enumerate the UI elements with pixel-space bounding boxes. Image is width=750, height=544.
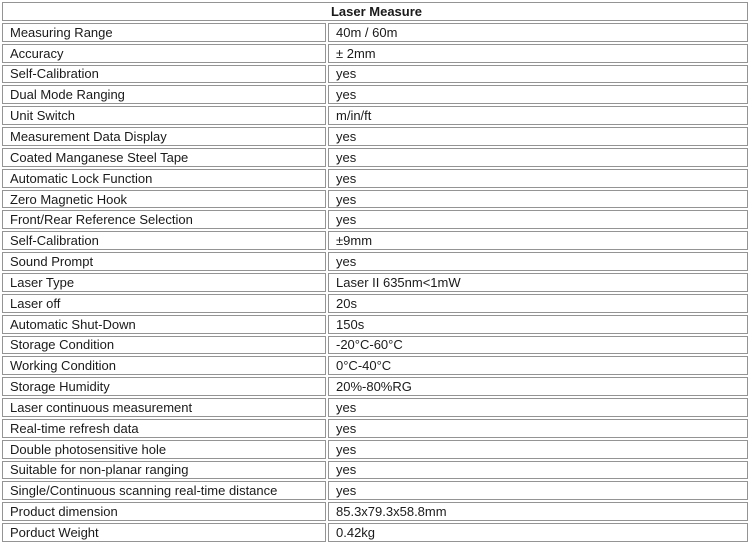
spec-label: Suitable for non-planar ranging bbox=[2, 461, 326, 480]
spec-value: -20°C-60°C bbox=[328, 336, 748, 355]
spec-value: yes bbox=[328, 65, 748, 84]
spec-label: Front/Rear Reference Selection bbox=[2, 210, 326, 229]
spec-value: yes bbox=[328, 481, 748, 500]
spec-row bbox=[2, 336, 748, 355]
spec-value: 0.42kg bbox=[328, 523, 748, 542]
spec-label: Product dimension bbox=[2, 502, 326, 521]
spec-label: Double photosensitive hole bbox=[2, 440, 326, 459]
spec-value: 40m / 60m bbox=[328, 23, 748, 42]
spec-row bbox=[2, 190, 748, 209]
spec-value: yes bbox=[328, 148, 748, 167]
spec-value: 150s bbox=[328, 315, 748, 334]
spec-value: yes bbox=[328, 419, 748, 438]
spec-label: Storage Humidity bbox=[2, 377, 326, 396]
spec-row bbox=[2, 85, 748, 104]
spec-row bbox=[2, 398, 748, 417]
table-title: Laser Measure bbox=[2, 2, 748, 21]
spec-value: yes bbox=[328, 85, 748, 104]
spec-row bbox=[2, 315, 748, 334]
spec-title-row bbox=[2, 2, 748, 21]
spec-value: yes bbox=[328, 169, 748, 188]
spec-label: Measurement Data Display bbox=[2, 127, 326, 146]
spec-row bbox=[2, 23, 748, 42]
spec-row bbox=[2, 65, 748, 84]
spec-label: Porduct Weight bbox=[2, 523, 326, 542]
spec-label: Single/Continuous scanning real-time distance bbox=[2, 481, 326, 500]
spec-value: Laser II 635nm<1mW bbox=[328, 273, 748, 292]
spec-value: yes bbox=[328, 252, 748, 271]
spec-row bbox=[2, 231, 748, 250]
spec-label: Dual Mode Ranging bbox=[2, 85, 326, 104]
spec-value: 20%-80%RG bbox=[328, 377, 748, 396]
spec-row bbox=[2, 377, 748, 396]
spec-row bbox=[2, 106, 748, 125]
spec-label: Coated Manganese Steel Tape bbox=[2, 148, 326, 167]
spec-value: 0°C-40°C bbox=[328, 356, 748, 375]
spec-label: Working Condition bbox=[2, 356, 326, 375]
spec-value: ± 2mm bbox=[328, 44, 748, 63]
spec-row bbox=[2, 294, 748, 313]
spec-label: Sound Prompt bbox=[2, 252, 326, 271]
spec-row bbox=[2, 169, 748, 188]
spec-row bbox=[2, 356, 748, 375]
spec-row bbox=[2, 210, 748, 229]
spec-row bbox=[2, 148, 748, 167]
spec-label: Storage Condition bbox=[2, 336, 326, 355]
spec-row bbox=[2, 44, 748, 63]
spec-row bbox=[2, 461, 748, 480]
spec-label: Laser continuous measurement bbox=[2, 398, 326, 417]
spec-row bbox=[2, 502, 748, 521]
spec-value: 20s bbox=[328, 294, 748, 313]
spec-row bbox=[2, 419, 748, 438]
spec-label: Real-time refresh data bbox=[2, 419, 326, 438]
spec-value: yes bbox=[328, 210, 748, 229]
spec-table-body bbox=[2, 2, 748, 542]
spec-value: yes bbox=[328, 461, 748, 480]
spec-value: yes bbox=[328, 398, 748, 417]
spec-label: Self-Calibration bbox=[2, 65, 326, 84]
spec-value: yes bbox=[328, 127, 748, 146]
spec-value: 85.3x79.3x58.8mm bbox=[328, 502, 748, 521]
spec-row bbox=[2, 127, 748, 146]
spec-value: ±9mm bbox=[328, 231, 748, 250]
spec-label: Laser off bbox=[2, 294, 326, 313]
spec-label: Zero Magnetic Hook bbox=[2, 190, 326, 209]
spec-label: Self-Calibration bbox=[2, 231, 326, 250]
spec-row bbox=[2, 523, 748, 542]
spec-row bbox=[2, 273, 748, 292]
spec-value: yes bbox=[328, 190, 748, 209]
spec-label: Accuracy bbox=[2, 44, 326, 63]
spec-label: Laser Type bbox=[2, 273, 326, 292]
spec-label: Unit Switch bbox=[2, 106, 326, 125]
spec-row bbox=[2, 440, 748, 459]
spec-value: yes bbox=[328, 440, 748, 459]
spec-row bbox=[2, 252, 748, 271]
spec-value: m/in/ft bbox=[328, 106, 748, 125]
spec-label: Automatic Shut-Down bbox=[2, 315, 326, 334]
spec-row bbox=[2, 481, 748, 500]
spec-label: Measuring Range bbox=[2, 23, 326, 42]
spec-label: Automatic Lock Function bbox=[2, 169, 326, 188]
